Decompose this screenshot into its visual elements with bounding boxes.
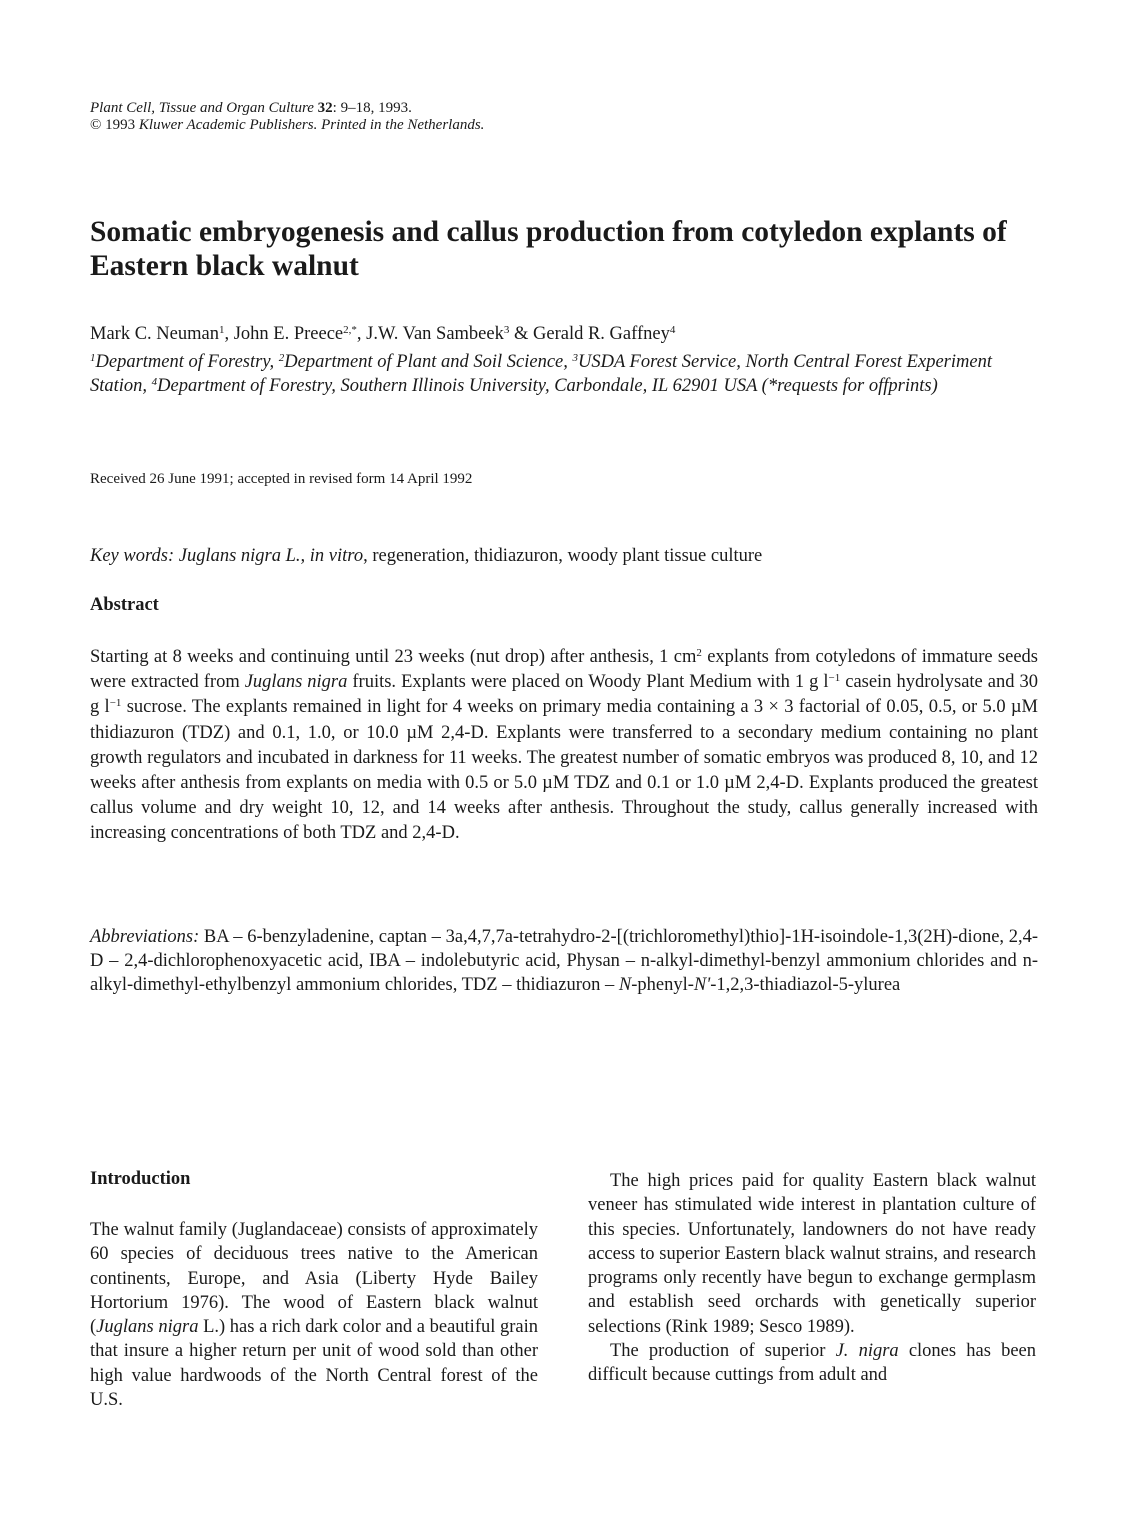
abstract-text: . Explants were transferred to a secondary medium containing no plant growth regulators and incubated in darkness for 11 weeks. The greatest number of somatic embryos was produced 8, 10, and 12 weeks after anthesis from explants on media with 0.5 or 5.0 µM TDZ and 0.1 or 1.0 µM 2,4- [90, 722, 1038, 794]
abbreviations [90, 925, 1038, 997]
intro-text: The production of superior [610, 1341, 836, 1362]
intro-species: Juglans nigra [96, 1317, 199, 1338]
abstract-text: . [454, 823, 460, 844]
affiliation-marker: 1 [90, 351, 96, 364]
abstract-superscript: −1 [109, 697, 122, 710]
abbreviations-text: BA – 6-benzyladenine, captan – 3a,4,7,7a-tetrahydro-2-[(trichloromethyl)thio]-1H-isoindole-1,3(2H)-dione, 2,4- [199, 927, 1038, 947]
abstract-smallcaps: D [785, 773, 800, 794]
abstract-text: fruits. Explants were placed on Woody Plant Medium with 1 g l [347, 672, 829, 693]
author-superscript: 1 [218, 323, 225, 336]
journal-citation [90, 100, 484, 134]
abstract-heading: Abstract [90, 595, 159, 615]
keyword-in-vitro: in vitro [309, 546, 364, 566]
author-name: Mark C. Neuman [90, 324, 219, 344]
affiliations [90, 350, 1040, 398]
abbreviations-label: Abbreviations: [90, 927, 200, 947]
affiliation-text: Department of Forestry, Southern Illinois University, Carbondale, IL 62901 USA (*requests for offprints) [157, 376, 938, 396]
intro-species: J. nigra [835, 1341, 899, 1362]
journal-pages: : 9–18, 1993. [332, 100, 412, 116]
affiliation-text: USDA Forest Service, North Central Forest Experiment Station, [90, 352, 992, 396]
intro-left-column [90, 1218, 538, 1412]
journal-volume: 32 [317, 100, 333, 116]
intro-right-column [588, 1169, 1036, 1388]
keywords-rest: , regeneration, thidiazuron, woody plant tissue culture [363, 546, 763, 566]
abstract-text: Starting at 8 weeks and continuing until 23 weeks (nut drop) after anthesis, 1 cm [90, 647, 697, 667]
publisher: Kluwer Academic Publishers. Printed in the Netherlands. [138, 117, 485, 133]
abstract-species: Juglans nigra [244, 672, 348, 693]
abstract-superscript: 2 [696, 646, 702, 659]
abstract-superscript: −1 [828, 672, 841, 685]
affiliation-marker: 3 [572, 351, 578, 364]
affiliation-marker: 2 [278, 351, 285, 364]
author-name: J.W. Van Sambeek [366, 324, 504, 344]
journal-line-1 [90, 100, 484, 117]
abbreviations-smallcaps: D [90, 951, 104, 971]
abbreviations-text: -phenyl- [631, 975, 694, 995]
abstract-smallcaps: D [441, 823, 455, 844]
affiliation-marker: 4 [151, 375, 158, 388]
keywords [90, 544, 1050, 568]
abstract-text: casein hydrolysate and 30 g l [90, 672, 1038, 718]
abstract-body [90, 645, 1038, 847]
author-list [90, 322, 1050, 346]
copyright-year: © 1993 [90, 117, 136, 133]
introduction-heading: Introduction [90, 1169, 191, 1189]
abstract-smallcaps: D [470, 722, 484, 743]
author-superscript: 3 [503, 323, 510, 336]
abbreviations-text: – 2,4-dichlorophenoxyacetic acid, IBA – indolebutyric acid, Physan – n-alkyl-dimethyl-benzyl ammonium chlorides and n-alkyl-dimethyl-ethylbenzyl ammonium chlorides, TDZ – thidiazuron – [90, 951, 1038, 995]
intro-paragraph: The high prices paid for quality Eastern black walnut veneer has stimulated wide interest in plantation culture of this species. Unfortunately, landowners do not have ready access to superior Eastern black walnut strains, and research programs only recently have begun to exchange germplasm and establish seed orchards with genetically superior selections (Rink 1989; Sesco 1989). [588, 1171, 1036, 1337]
abstract-text: explants from cotyledons of immature seeds were extracted from [90, 647, 1038, 693]
intro-text: The walnut family (Juglandaceae) consists of approximately 60 species of deciduous trees native to the American continents, Europe, and Asia (Liberty Hyde Bailey Hortorium 1976). The wood of Eastern black walnut ( [90, 1220, 538, 1338]
affiliation-text: Department of Forestry, [95, 352, 279, 372]
author-separator: , [356, 324, 367, 344]
received-dates: Received 26 June 1991; accepted in revised form 14 April 1992 [90, 471, 473, 487]
journal-name: Plant Cell, Tissue and Organ Culture [90, 100, 314, 116]
keyword-species: Juglans nigra L., [178, 546, 310, 566]
abstract-text: sucrose. The explants remained in light for 4 weeks on primary media containing a 3 × 3 factorial of 0.05, 0.5, or 5.0 µM thidiazuron (TDZ) and 0.1, 1.0, or 10.0 µM 2,4- [90, 697, 1039, 743]
intro-paragraph [588, 1339, 1036, 1388]
abbreviations-text: -1,2,3-thiadiazol-5-ylurea [710, 975, 901, 995]
author-superscript: 2,* [343, 323, 357, 336]
paper-title: Somatic embryogenesis and callus production from cotyledon explants of Eastern black walnut [90, 216, 1007, 282]
abstract-text: . Explants produced the greatest callus volume and dry weight 10, 12, and 14 weeks after anthesis. Throughout the study, callus generally increased with increasing concentrations of both TDZ and 2,4- [90, 773, 1038, 844]
affiliation-text: Department of Plant and Soil Science, [284, 352, 573, 372]
journal-line-2 [90, 117, 484, 134]
author-separator: , [224, 324, 234, 344]
abbreviations-italic: N' [693, 975, 711, 995]
author-separator: & [509, 324, 533, 344]
intro-text: L.) has a rich dark color and a beautiful grain that insure a higher return per unit of wood sold than other high value hardwoods of the North Central forest of the U.S. [90, 1317, 539, 1411]
intro-text: clones has been difficult because cuttings from adult and [588, 1341, 1036, 1386]
author-superscript: 4 [669, 323, 676, 336]
author-name: John E. Preece [233, 324, 344, 344]
keywords-label: Key words: [90, 546, 179, 566]
intro-paragraph [90, 1218, 538, 1412]
author-name: Gerald R. Gaffney [533, 324, 670, 344]
abbreviations-italic: N [618, 975, 632, 995]
